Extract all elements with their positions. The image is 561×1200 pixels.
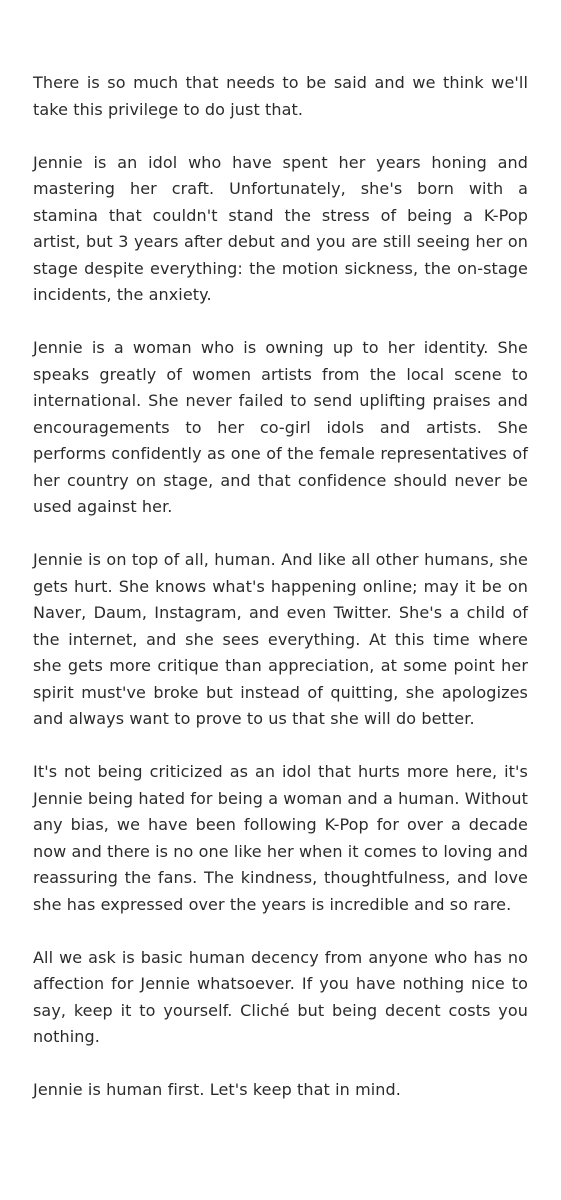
paragraph-craft: Jennie is an idol who have spent her years honing and mastering her craft. Unfortunately, she's born with a stamina that couldn't stand the stress of being a K-Pop artist, but 3 years after debut and you are still seeing her on stage despite everything: the motion sickness, the on-stage incidents, the anxiety. [33, 152, 528, 304]
paragraph-decency: All we ask is basic human decency from anyone who has no affection for Jennie whatsoever. If you have nothing nice to say, keep it to yourself. Cliché but being decent costs you nothing. [33, 947, 528, 1046]
paragraph-identity: Jennie is a woman who is owning up to her identity. She speaks greatly of women artists from the local scene to international. She never failed to send uplifting praises and encouragements to her co-girl idols and artists. She performs confidently as one of the female representatives of her country on stage, and that confidence should never be used against her. [33, 338, 528, 516]
document-body [33, 70, 528, 1104]
paragraph-criticism: It's not being criticized as an idol that hurts more here, it's Jennie being hated for being a woman and a human. Without any bias, we have been following K-Pop for over a decade now and there is no one like her when it comes to loving and reassuring the fans. The kindness, thoughtfulness, and love she has expressed over the years is incredible and so rare. [33, 762, 528, 914]
paragraph-closing: Jennie is human first. Let's keep that in mind. [33, 1080, 401, 1099]
paragraph-intro: There is so much that needs to be said and we think we'll take this privilege to do just that. [33, 73, 528, 119]
paragraph-human: Jennie is on top of all, human. And like all other humans, she gets hurt. She knows what's happening online; may it be on Naver, Daum, Instagram, and even Twitter. She's a child of the internet, and she sees everything. At this time where she gets more critique than appreciation, at some point her spirit must've broke but instead of quitting, she apologizes and always want to prove to us that she will do better. [33, 550, 528, 728]
